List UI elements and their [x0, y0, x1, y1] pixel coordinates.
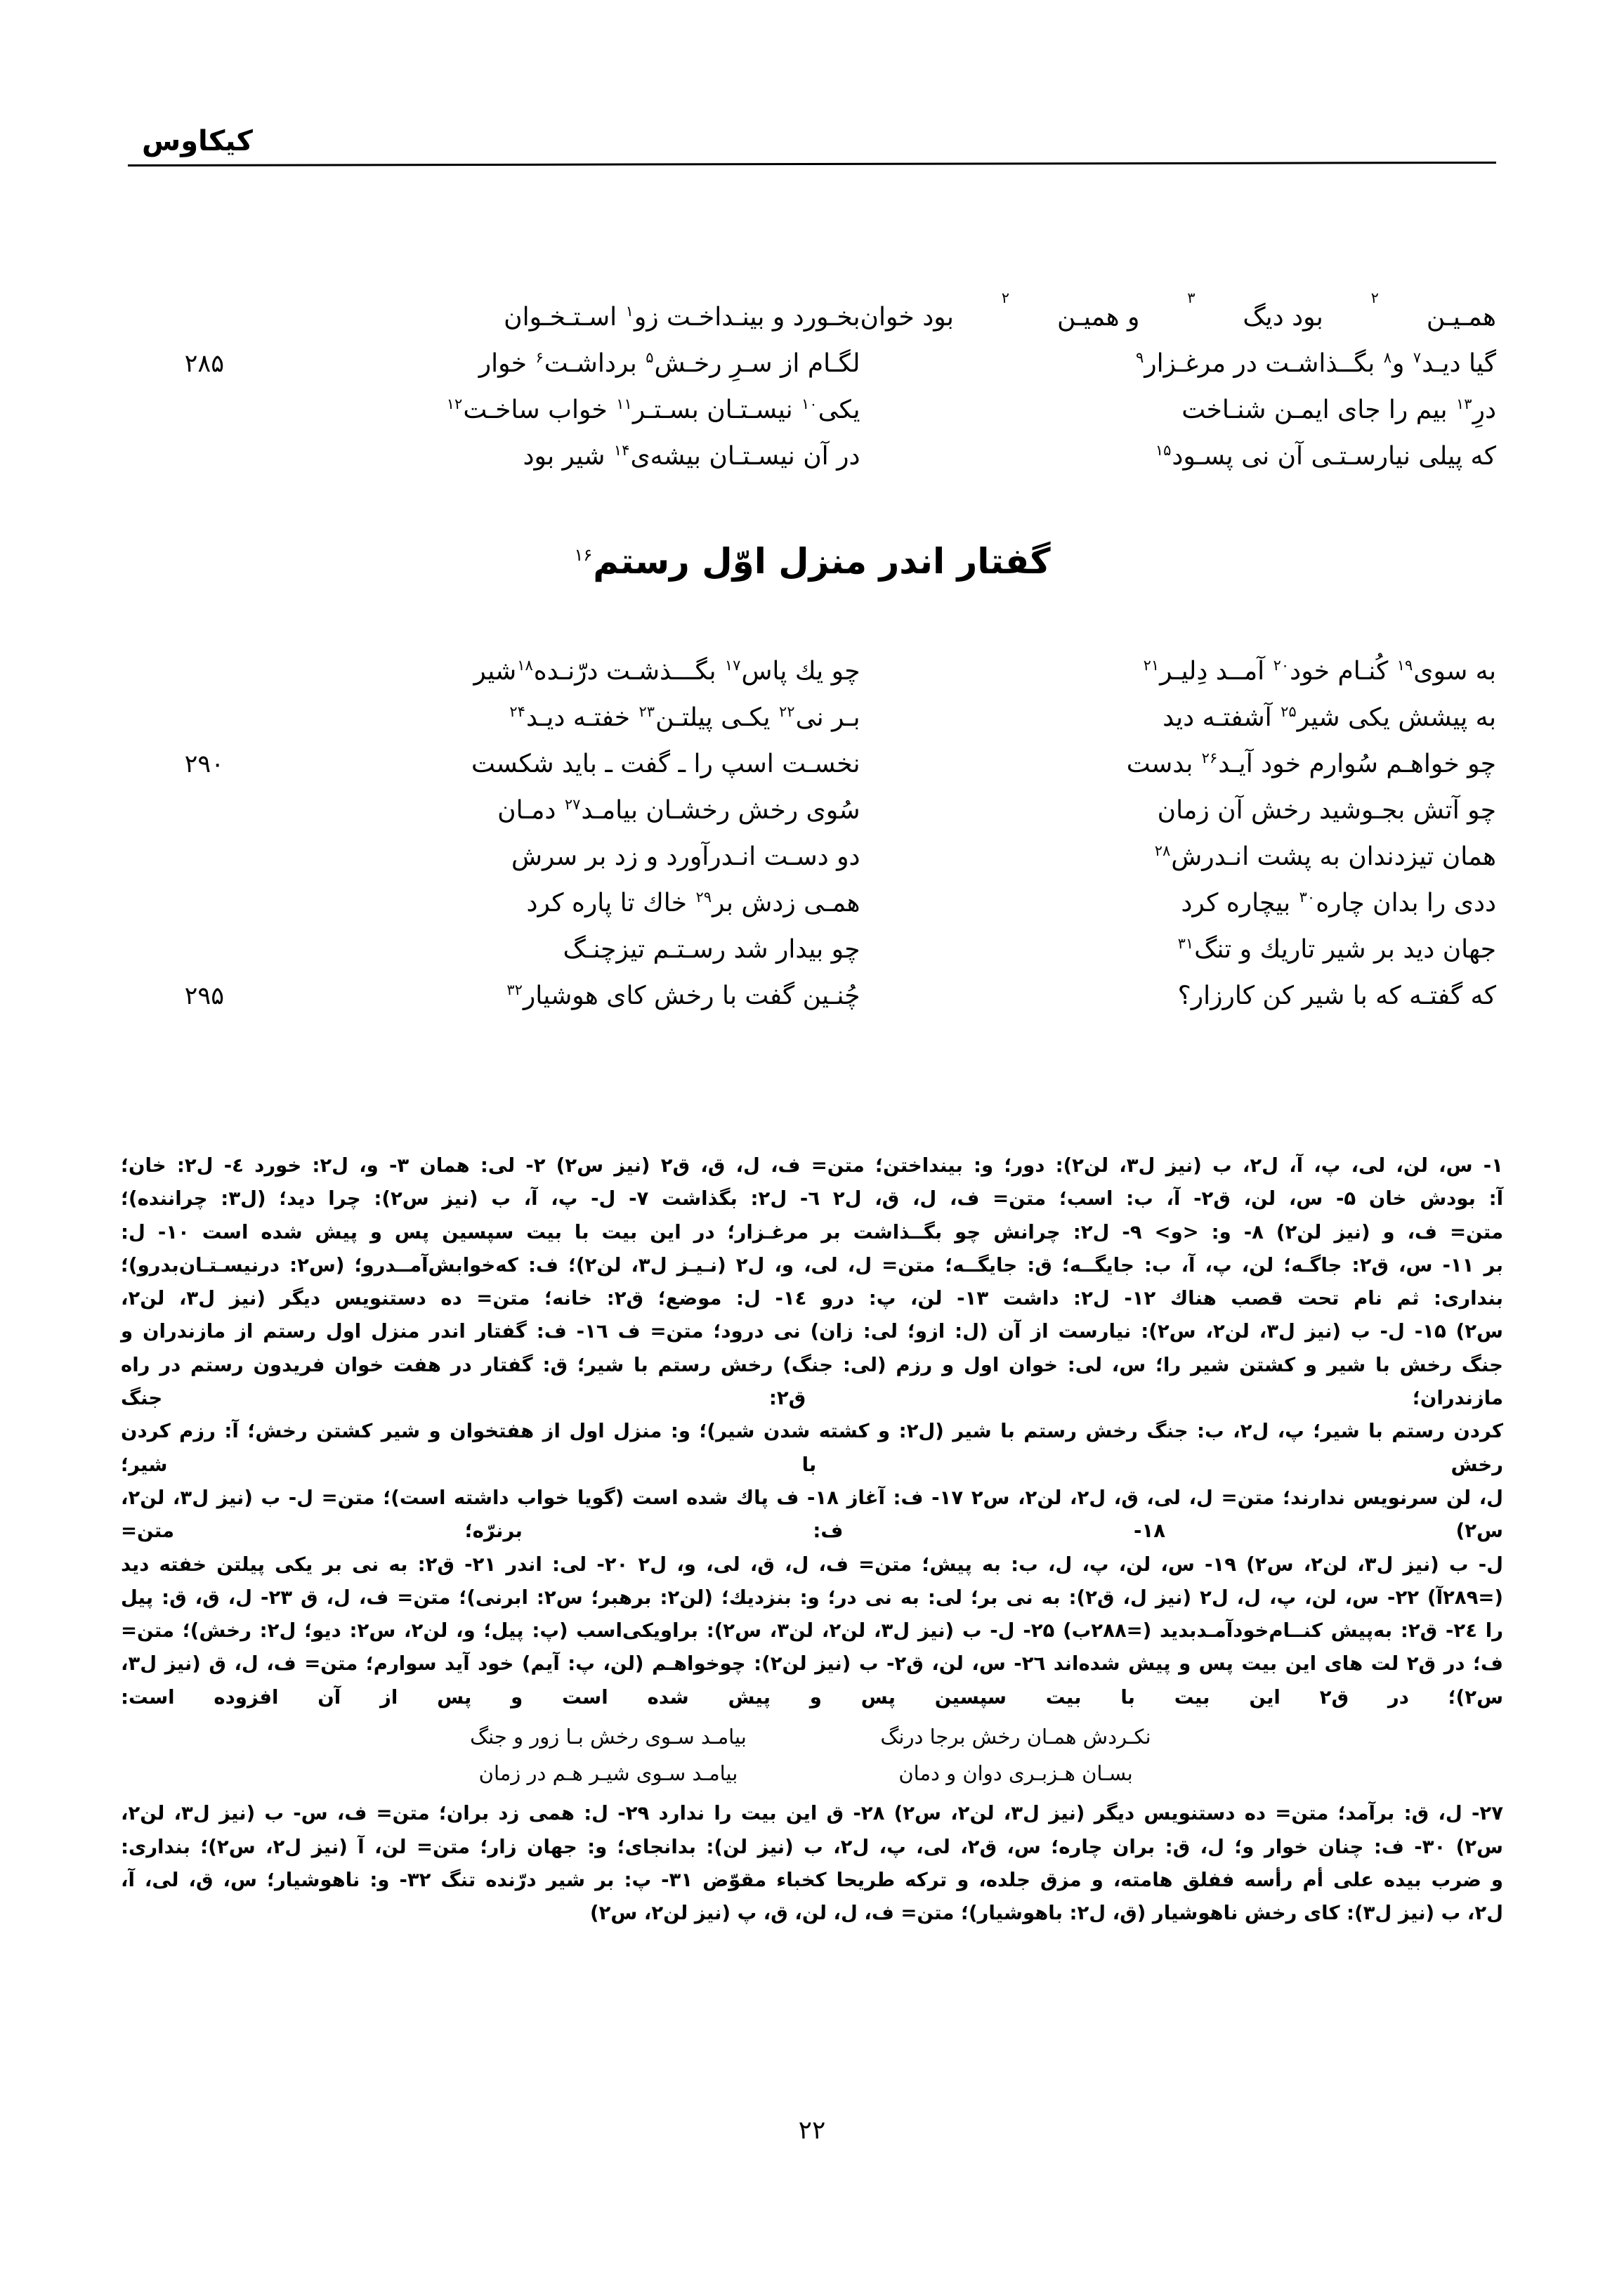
hemistich-text: خوار — [478, 349, 535, 378]
hemistich-a — [224, 437, 860, 483]
footnote-marker: ۱۷ — [724, 657, 741, 674]
hemistich-text: سُوی رخش رخشـان بیامـد — [581, 796, 860, 825]
footnote-marker: ۱۴ — [613, 442, 630, 459]
hemistich-text: چُنـین گفت با رخش کای هوشیار — [523, 981, 860, 1010]
section-heading — [128, 541, 1496, 582]
couplet-row — [128, 391, 1496, 437]
verse-number — [128, 791, 224, 837]
couplet-row — [128, 344, 1496, 391]
footnote-marker: ۲۵ — [1281, 703, 1297, 720]
hemistich-a — [224, 652, 860, 698]
hemistich-b — [860, 698, 1497, 745]
verse-number — [128, 837, 224, 884]
hemistich-text: اسـتـخـوان — [504, 303, 625, 332]
hemistich-b — [860, 837, 1497, 884]
hemistich-text: بگــذاشـت در مرغـزار — [1144, 349, 1383, 378]
apparatus-line: و ضرب بیده علی أم رأسه ففلق هامته، و مزق جلده، و ترکه طریحا کخباء مقوّض ۳۱- پ: بر شیر درّنده تنگ ۳۲- و: ناهوشیار؛ س، ق، لی، آ، — [121, 1869, 1504, 1892]
hemistich-a: دو دسـت انـدرآورد و زد بر سرش — [511, 842, 860, 871]
verse-block-upper — [128, 289, 1496, 483]
footnote-marker: ۲۸ — [1154, 842, 1171, 859]
apparatus-line: جنگ رخش با شیر و کشتن شیر را؛ س، لی: خوان اول و رزم (لی: جنگ) رخش رستم با شیر؛ ق: گفتار در هفت خوان فریدون رستم در راه مازندران؛ ق۲: جنگ — [121, 1353, 1504, 1410]
hemistich-text: یکـی پیلتـن — [655, 703, 779, 732]
hemistich-a: چو بیدار شد رسـتـم تیزچنـگ — [563, 935, 860, 964]
hemistich-b — [860, 745, 1497, 791]
verse-number — [128, 391, 224, 437]
footnote-marker: ۱۱ — [616, 396, 632, 412]
inset-hemistich-b: نکـردش همـان رخش برجا درنگ — [880, 1725, 1151, 1749]
verse-number — [128, 437, 224, 483]
footnote-marker: ۳ — [1187, 289, 1196, 306]
couplet-row — [128, 652, 1496, 698]
hemistich-b — [860, 437, 1497, 483]
hemistich-text: چو یك پاس — [741, 657, 860, 686]
apparatus-line: ل- ب (نیز ل۳، لن۲، س۲) ۱۹- س، لن، پ، ل، ب: به پیش؛ متن= ف، ل، ق، لی، و، ل۲ ۲۰- لی: اندر ۲۱- ق۲: به نی بر یکی پیلتن خفته دید — [121, 1553, 1503, 1576]
hemistich-text: در آن نیسـتـان بیشه‌ی — [630, 442, 860, 471]
hemistich-b: که گفتـه که با شیر کن کارزار؟ — [1177, 981, 1496, 1010]
footnote-marker: ۵ — [646, 349, 654, 366]
verse-number: ۲۹۰ — [184, 750, 224, 778]
hemistich-text: نیسـتـان بسـتـر — [632, 396, 801, 424]
hemistich-text: جهان دید بر شیر تاریك و تنگ — [1194, 935, 1496, 964]
footnote-marker: ۱۲ — [446, 396, 463, 412]
apparatus-line: بر ۱۱- س، ق۲: جاگـه؛ لن، پ، آ، ب: جایگــه؛ ق: جایگــه؛ متن= ل، لی، و، ل۲ (نـیـز ل۳، لن۲)؛ ف: که‌خوابش‌آمــدرو؛ (س۲: درنیسـتـان‌بدرو)؛ — [121, 1253, 1503, 1277]
footnote-marker: ۲۴ — [509, 703, 525, 720]
hemistich-text: بدست — [1126, 750, 1201, 778]
hemistich-a: نخسـت اسپ را ـ گفت ـ باید شکست — [471, 750, 860, 778]
inset-hemistich-b: بسـان هـزبـری دوان و دمان — [898, 1761, 1133, 1786]
inset-couplet-row — [121, 1755, 1503, 1791]
hemistich-text: خفتـه دیـد — [525, 703, 639, 732]
hemistich-text: بـر نی — [795, 703, 860, 732]
section-heading-text: گفتار اندر منزل اوّل رستم — [593, 541, 1051, 582]
couplet-row — [128, 437, 1496, 483]
verse-number — [128, 298, 224, 344]
apparatus-line: س۲) ۳۰- ف: چنان خوار و؛ ل، ق: بران چاره؛ س، ق۲، لی، پ، ل۲، ب (نیز لن): بدانجای؛ و: جهان زار؛ متن= لن، آ (نیز ل۲، س۲)؛ بنداری: — [121, 1835, 1503, 1858]
footnote-marker: ۱۸ — [517, 657, 533, 674]
apparatus-line: ل۲، ب (نیز ل۳): کای رخش ناهوشیار (ق، ل۲: باهوشیار)؛ متن= ف، ل، لن، ق، پ (نیز لن۲، س۲) — [590, 1902, 1503, 1925]
couplet-row — [128, 977, 1496, 1023]
apparatus-line: (=۲۸۹آ) ۲۲- س، لن، پ، ل، ل۲ (نیز ل، ق۲): به نی بر؛ لی: به نی در؛ و: بنزدیك؛ (لن۲: برهبر؛ س۲: ابرنی)؛ متن= ف، ل، ق ۲۳- ل، ق، ق: پیل — [121, 1586, 1503, 1609]
apparatus-line: ل، لن سرنویس ندارند؛ متن= ل، لی، ق، ل۲، لن۲، س۲ ۱۷- ف: آغاز ۱۸- ف پاك شده است (گویا خواب داشته است)؛ متن= ل- ب (نیز ل۳، لن۲، س۲) ۱۸- ف: برنرّه؛ متن= — [121, 1486, 1504, 1543]
hemistich-text: و همیـن — [1056, 303, 1140, 332]
hemistich-text: گیا دیـد — [1422, 349, 1496, 378]
hemistich-text: شیر — [473, 657, 517, 686]
hemistich-a — [224, 344, 860, 391]
apparatus-line: س۲) ۱۵- ل- ب (نیز ل۳، لن۲، س۲): نیارست از آن (ل: ازو؛ لی: زان) نی درود؛ متن= ف ۱٦- ف: گفتار اندر منزل اول رستم از مازندران و — [121, 1320, 1503, 1343]
page-header — [128, 125, 1496, 165]
footnote-marker: ۱۳ — [1456, 396, 1472, 412]
apparatus-line: آ: بودش خان ۵- س، لن، ق۲- آ، ب: اسب؛ متن= ف، ل، ق، ل۲ ٦- ل۲: بگذاشت ۷- ل- پ، آ، ب (نیز س۲): چرا دید؛ (ل۳: چراننده)؛ — [121, 1187, 1503, 1210]
footnote-marker: ۶ — [535, 349, 544, 366]
inset-hemistich-a: بیامـد سـوی رخش بـا زور و جنگ — [470, 1725, 747, 1749]
footnote-marker: ۳۱ — [1177, 935, 1194, 952]
footnote-marker: ۲۲ — [779, 703, 795, 720]
verse-number — [128, 930, 224, 977]
hemistich-text: بخـورد و بینـداخـت زو — [634, 303, 860, 332]
hemistich-text: درِ — [1472, 396, 1496, 424]
running-head: کیکاوس — [142, 125, 253, 157]
apparatus-line: بنداری: ثم نام تحت قصب هناك ۱۲- ل۲: داشت ۱۳- لن، پ: درو ۱٤- ل: موضع؛ ق۲: خانه؛ متن= ده دستنویس دیگر (نیز ل۳، لن۲، — [121, 1287, 1503, 1310]
apparatus-line: کردن رستم با شیر؛ پ، ل۲، ب: جنگ رخش رستم با شیر (ل۲: و کشته شدن شیر)؛ و: منزل اول از هفتخوان و شیر کشتن رخش؛ آ: رزم کردن رخش با شیر؛ — [121, 1420, 1504, 1476]
hemistich-text: بیچاره کرد — [1181, 889, 1299, 918]
hemistich-a — [224, 977, 860, 1023]
hemistich-text: برداشـت — [544, 349, 646, 378]
page-number: ۲۲ — [798, 2116, 826, 2145]
footnote-marker: ۹ — [1135, 349, 1144, 366]
verse-number — [128, 652, 224, 698]
apparatus-line: س۲)؛ در ق۲ این بیت با بیت سپسین پس و پیش شده است و پس از آن افزوده است: — [121, 1685, 1504, 1709]
hemistich-b — [860, 930, 1497, 977]
hemistich-text: بود خوان — [860, 303, 954, 332]
hemistich-text: خاك تا پاره کرد — [526, 889, 695, 918]
couplet-row — [128, 884, 1496, 930]
hemistich-text: بود دیگ — [1243, 303, 1323, 332]
footnote-marker: ۱۹ — [1396, 657, 1413, 674]
hemistich-text: شیر بود — [523, 442, 613, 471]
couplet-row — [128, 298, 1496, 344]
hemistich-b: چو آتش بجـوشید رخش آن زمان — [1157, 796, 1496, 825]
hemistich-text: آشفتـه دید — [1163, 703, 1281, 732]
hemistich-a — [224, 791, 860, 837]
footnote-marker: ۲۰ — [1273, 657, 1290, 674]
inset-couplet-row — [121, 1718, 1503, 1755]
hemistich-a — [224, 698, 860, 745]
apparatus-criticus — [121, 1149, 1503, 1931]
couplet-row — [128, 930, 1496, 977]
hemistich-b — [860, 289, 1497, 344]
footnote-marker: ۱۰ — [801, 396, 818, 412]
footnote-marker: ۱۵ — [1155, 442, 1172, 459]
verse-number: ۲۹۵ — [184, 982, 224, 1010]
apparatus-inset-couplets — [121, 1718, 1503, 1791]
hemistich-text: کُنـام خود — [1290, 657, 1396, 686]
footnote-marker: ۱ — [625, 303, 634, 320]
hemistich-b — [860, 391, 1497, 437]
hemistich-text: همـیـن — [1426, 303, 1496, 332]
hemistich-text: به پیشش یکی شیر — [1297, 703, 1496, 732]
hemistich-text: به سوی — [1413, 657, 1496, 686]
hemistich-text: آمــد دِلیـر — [1160, 657, 1273, 686]
footnote-marker: ۲ — [1001, 289, 1010, 306]
verse-number — [128, 884, 224, 930]
hemistich-a — [224, 884, 860, 930]
hemistich-a — [224, 298, 860, 344]
couplet-table-upper — [128, 289, 1496, 483]
verse-block-lower — [128, 652, 1496, 1023]
apparatus-line: ۱- س، لن، لی، پ، آ، ل۲، ب (نیز ل۳، لن۲): دور؛ و: بینداختن؛ متن= ف، ل، ق، ق۲ (نیز س۲) ۲- لی: همان ۳- و، ل۲: خورد ٤- ل۲: خان؛ — [121, 1154, 1503, 1177]
apparatus-line: ف؛ در ق۲ لت های این بیت پس و پیش شده‌اند ۲٦- س، لن، ق۲- ب (نیز لن۲): چوخواهـم (لن، پ: آیم) خود آید سوارم؛ متن= ف، ل، ق (نیز ل۳، — [121, 1652, 1503, 1676]
hemistich-text: یکی — [818, 396, 860, 424]
hemistich-text: خواب ساخـت — [463, 396, 616, 424]
apparatus-line: متن= ف، و (نیز لن۲) ۸- و: <و> ۹- ل۲: چرانش چو بگــذاشت بر مرغـزار؛ در این بیت با بیت سپسین پس و پیش شده است ۱۰- ل: — [121, 1220, 1503, 1243]
footnote-marker: ۲ — [1370, 289, 1379, 306]
hemistich-text: چو خواهـم سُوارم خود آیـد — [1218, 750, 1496, 778]
hemistich-text: بگـــذشـت درّنـده — [533, 657, 724, 686]
hemistich-text: لگـام از سـرِ رخـش — [654, 349, 860, 378]
hemistich-text: که پیلی نیارسـتـی آن نی پسـود — [1172, 442, 1496, 471]
footnote-marker: ۲۶ — [1201, 750, 1218, 766]
hemistich-b — [860, 344, 1497, 391]
apparatus-line: را ۲٤- ق۲: به‌پیش کنــام‌خود‌آمـدبدید (=۲۸۸ب) ۲۵- ل- ب (نیز ل۳، لن۲، لن۳، س۲): براویکی‌اسب (پ: پیل؛ و، لن۲، س۲: دیو؛ ل۲: رخش)؛ متن= — [121, 1619, 1504, 1643]
couplet-row — [128, 745, 1496, 791]
hemistich-text: دمـان — [497, 796, 564, 825]
hemistich-b — [860, 884, 1497, 930]
hemistich-a — [224, 391, 860, 437]
header-rule — [128, 162, 1496, 167]
verse-number: ۲۸۵ — [184, 350, 224, 378]
hemistich-text: و — [1391, 349, 1413, 378]
footnote-marker: ۷ — [1413, 349, 1422, 366]
hemistich-b — [860, 652, 1497, 698]
hemistich-text: همان تیزدندان به پشت انـدرش — [1171, 842, 1496, 871]
couplet-row — [128, 791, 1496, 837]
footnote-marker: ۲۷ — [564, 796, 581, 813]
hemistich-text: بیم را جای ایمـن شنـاخت — [1181, 396, 1456, 424]
hemistich-text: ددی را بدان چاره — [1316, 889, 1496, 918]
footnote-marker: ۳۰ — [1299, 889, 1316, 906]
couplet-table-lower — [128, 652, 1496, 1023]
verse-number — [128, 698, 224, 745]
footnote-marker: ۲۱ — [1143, 657, 1160, 674]
footnote-marker: ۳۲ — [506, 981, 523, 998]
couplet-row — [128, 698, 1496, 745]
footnote-marker: ۱۶ — [574, 545, 593, 566]
inset-hemistich-a: بیامـد سـوی شیـر هـم در زمان — [478, 1761, 738, 1786]
hemistich-text: همـی زدش بر — [712, 889, 860, 918]
footnote-marker: ۲۳ — [639, 703, 655, 720]
couplet-row — [128, 837, 1496, 884]
footnote-marker: ۸ — [1383, 349, 1391, 366]
footnote-marker: ۲۹ — [695, 889, 712, 906]
apparatus-line: ۲۷- ل، ق: برآمد؛ متن= ده دستنویس دیگر (نیز ل۳، لن۲، س۲) ۲۸- ق این بیت را ندارد ۲۹- ل: همی زد بران؛ متن= ف، س- ب (نیز ل۳، لن۲، — [121, 1802, 1503, 1825]
